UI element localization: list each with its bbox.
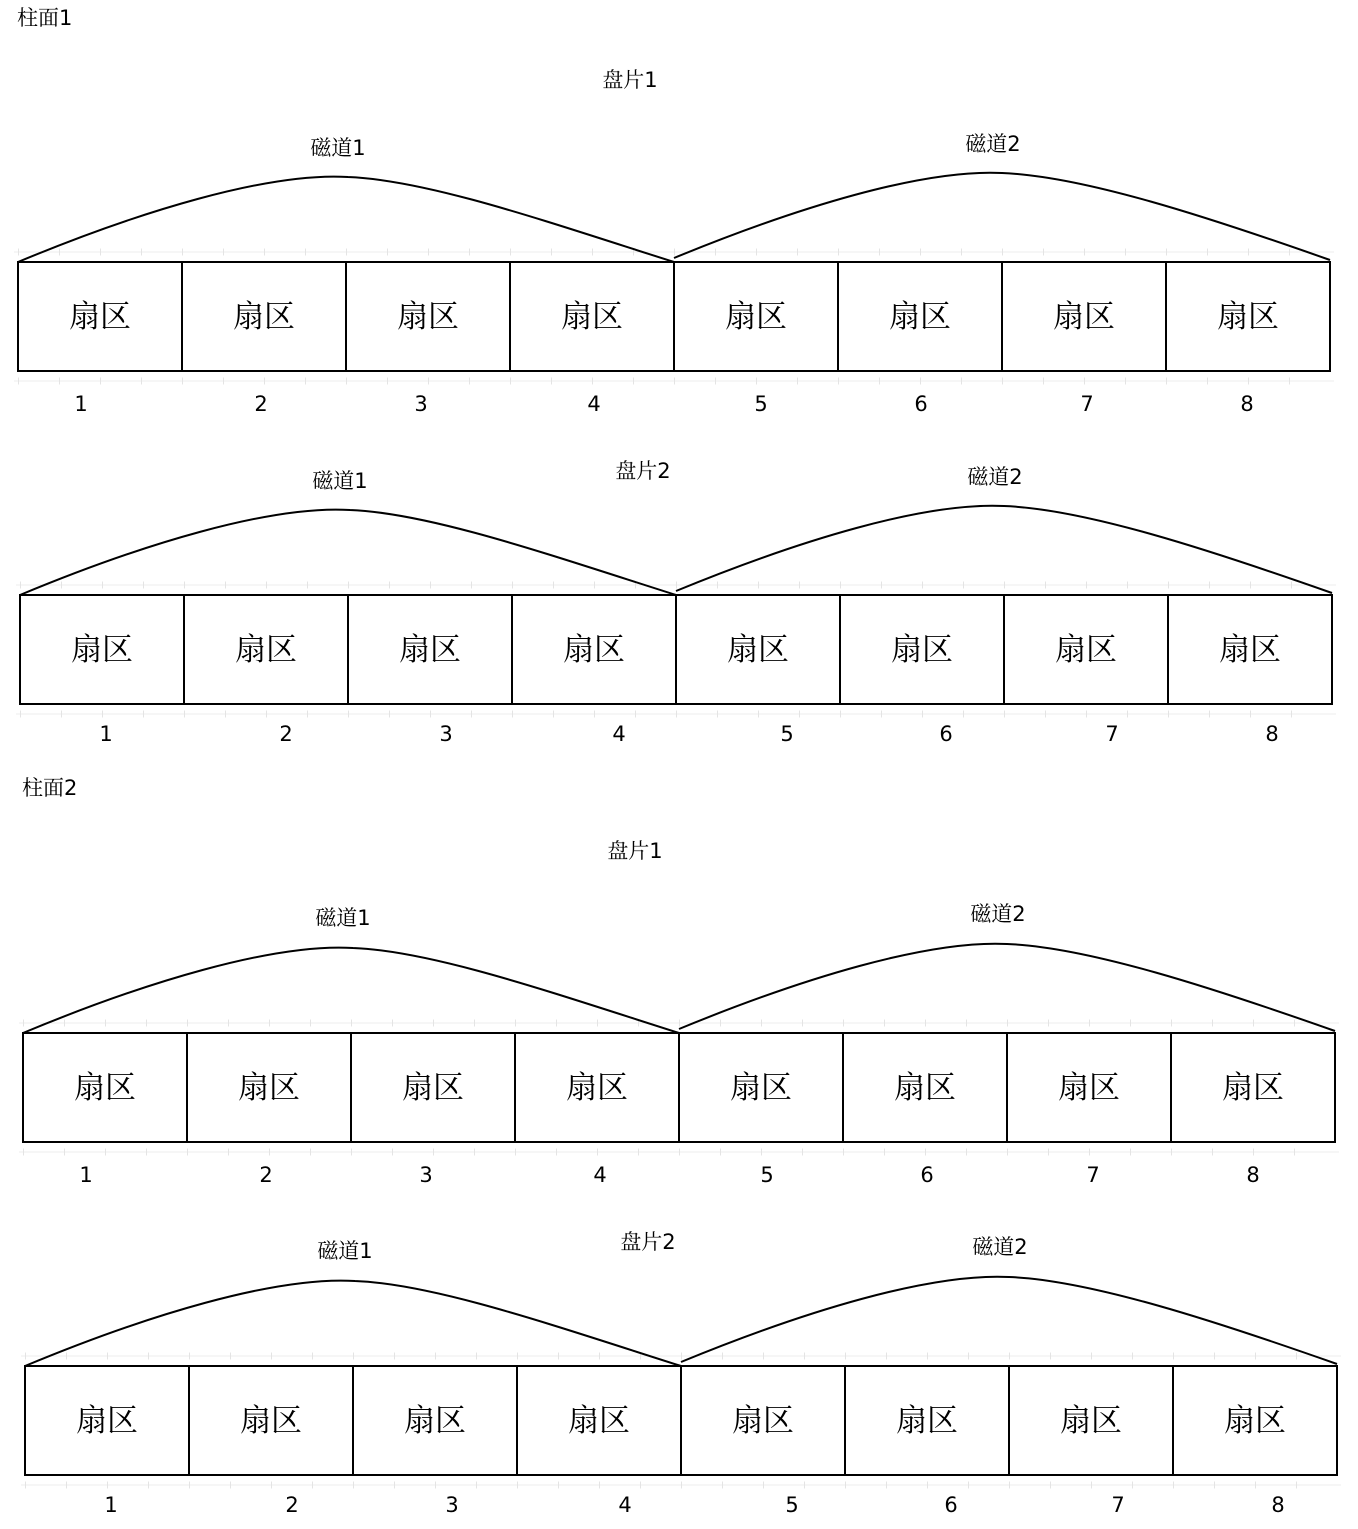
cylinder-label: 柱面1 xyxy=(17,6,73,30)
sector-label: 扇区 xyxy=(76,1403,138,1439)
sector-label: 扇区 xyxy=(732,1403,794,1439)
sector-numbers xyxy=(99,722,1278,746)
platter-label: 盘片1 xyxy=(602,68,658,92)
sector-number: 3 xyxy=(439,722,453,746)
sector-label: 扇区 xyxy=(561,299,623,335)
track-2-label: 磁道2 xyxy=(970,902,1026,926)
track-1-label: 磁道1 xyxy=(315,906,371,930)
cylinder-label: 柱面2 xyxy=(22,776,78,800)
sector-numbers xyxy=(104,1493,1284,1517)
track-2-arc xyxy=(674,173,1330,260)
track-1-label: 磁道1 xyxy=(317,1239,373,1263)
sector-number: 6 xyxy=(914,392,928,416)
sector-number: 3 xyxy=(445,1493,459,1517)
sector-number: 8 xyxy=(1271,1493,1285,1517)
sector-label: 扇区 xyxy=(1224,1403,1286,1439)
sector-label: 扇区 xyxy=(1058,1070,1120,1106)
sector-label: 扇区 xyxy=(69,299,131,335)
platter-label: 盘片2 xyxy=(615,459,671,483)
track-1-label: 磁道1 xyxy=(312,469,368,493)
sector-number: 8 xyxy=(1240,392,1254,416)
sector-label: 扇区 xyxy=(1217,299,1279,335)
sector-label: 扇区 xyxy=(1053,299,1115,335)
sector-label: 扇区 xyxy=(566,1070,628,1106)
sector-label: 扇区 xyxy=(727,632,789,668)
sector-label: 扇区 xyxy=(1219,632,1281,668)
track-1-label: 磁道1 xyxy=(310,136,366,160)
sector-label: 扇区 xyxy=(74,1070,136,1106)
sector-label: 扇区 xyxy=(71,632,133,668)
platter-2 xyxy=(16,459,1336,746)
sector-label: 扇区 xyxy=(891,632,953,668)
sector-label: 扇区 xyxy=(399,632,461,668)
track-2-label: 磁道2 xyxy=(972,1235,1028,1259)
track-2-arc xyxy=(679,944,1335,1031)
sector-number: 7 xyxy=(1080,392,1094,416)
sector-row xyxy=(23,1033,1335,1142)
sector-label: 扇区 xyxy=(235,632,297,668)
sector-label: 扇区 xyxy=(233,299,295,335)
sector-number: 5 xyxy=(754,392,768,416)
sector-number: 2 xyxy=(279,722,293,746)
platter-1 xyxy=(19,839,1339,1187)
sector-label: 扇区 xyxy=(889,299,951,335)
sector-row xyxy=(20,595,1332,704)
track-2-arc xyxy=(676,506,1332,593)
platter-label: 盘片2 xyxy=(620,1230,676,1254)
cylinder-1 xyxy=(14,6,1336,746)
sector-number: 2 xyxy=(259,1163,273,1187)
sector-number: 4 xyxy=(593,1163,607,1187)
sector-number: 2 xyxy=(285,1493,299,1517)
sector-number: 5 xyxy=(785,1493,799,1517)
sector-number: 7 xyxy=(1105,722,1119,746)
sector-number: 1 xyxy=(99,722,113,746)
sector-number: 7 xyxy=(1111,1493,1125,1517)
track-2-label: 磁道2 xyxy=(965,132,1021,156)
sector-number: 5 xyxy=(780,722,794,746)
sector-number: 3 xyxy=(414,392,428,416)
sector-number: 1 xyxy=(74,392,88,416)
sector-number: 7 xyxy=(1086,1163,1100,1187)
sector-number: 6 xyxy=(939,722,953,746)
sector-label: 扇区 xyxy=(238,1070,300,1106)
platter-2 xyxy=(21,1230,1341,1517)
platter-label: 盘片1 xyxy=(607,839,663,863)
sector-number: 1 xyxy=(104,1493,118,1517)
sector-number: 6 xyxy=(920,1163,934,1187)
sector-label: 扇区 xyxy=(896,1403,958,1439)
sector-number: 8 xyxy=(1246,1163,1260,1187)
sector-number: 6 xyxy=(944,1493,958,1517)
sector-label: 扇区 xyxy=(402,1070,464,1106)
cylinder-2 xyxy=(19,776,1341,1517)
track-2-label: 磁道2 xyxy=(967,465,1023,489)
platter-1 xyxy=(14,68,1334,416)
sector-label: 扇区 xyxy=(1055,632,1117,668)
sector-number: 1 xyxy=(79,1163,93,1187)
sector-label: 扇区 xyxy=(1222,1070,1284,1106)
sector-number: 2 xyxy=(254,392,268,416)
sector-label: 扇区 xyxy=(730,1070,792,1106)
sector-label: 扇区 xyxy=(894,1070,956,1106)
sector-label: 扇区 xyxy=(240,1403,302,1439)
sector-label: 扇区 xyxy=(397,299,459,335)
track-2-arc xyxy=(681,1277,1337,1364)
sector-number: 4 xyxy=(587,392,601,416)
sector-row xyxy=(25,1366,1337,1475)
sector-label: 扇区 xyxy=(404,1403,466,1439)
sector-numbers xyxy=(74,392,1253,416)
sector-label: 扇区 xyxy=(563,632,625,668)
sector-number: 4 xyxy=(618,1493,632,1517)
sector-number: 4 xyxy=(612,722,626,746)
sector-number: 5 xyxy=(760,1163,774,1187)
sector-label: 扇区 xyxy=(725,299,787,335)
sector-number: 8 xyxy=(1265,722,1279,746)
sector-label: 扇区 xyxy=(568,1403,630,1439)
sector-row xyxy=(18,262,1330,371)
sector-numbers xyxy=(79,1163,1259,1187)
sector-number: 3 xyxy=(419,1163,433,1187)
sector-label: 扇区 xyxy=(1060,1403,1122,1439)
